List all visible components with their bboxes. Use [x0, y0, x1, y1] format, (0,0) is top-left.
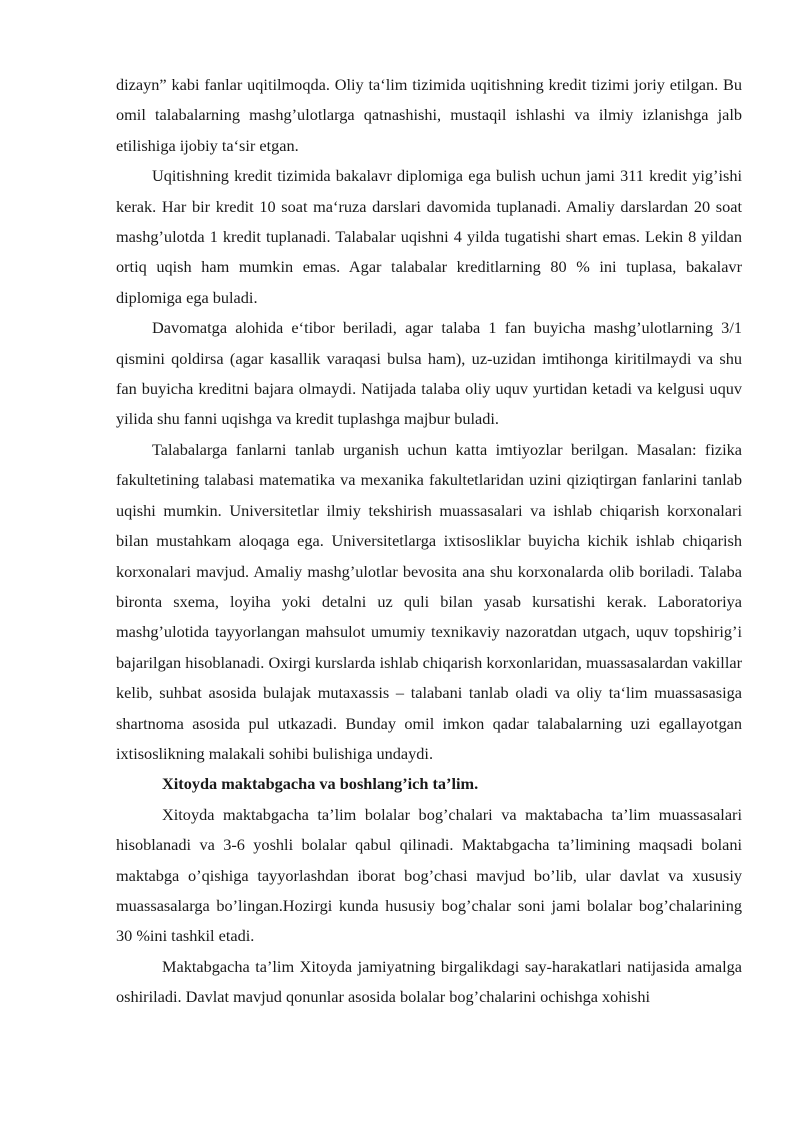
paragraph-credit-system: Uqitishning kredit tizimida bakalavr diplomiga ega bulish uchun jami 311 kredit yig’ishi kerak. Har bir kredit 10 soat ma‘ruza darslari davomida tuplanadi. Amaliy darslardan 20 soat mashg’ulotda 1 kredit tuplanadi. Talabalar uqishni 4 yilda tugatishi shart emas. Lekin 8 yildan ortiq uqish ham mumkin emas. Agar talabalar kreditlarning 80 % ini tuplasa, bakalavr diplomiga ega buladi. [116, 166, 742, 307]
paragraph-attendance: Davomatga alohida e‘tibor beriladi, agar talaba 1 fan buyicha mashg’ulotlarning 3/1 qismini qoldirsa (agar kasallik varaqasi bulsa ham), uz-uzidan imtihonga kiritilmaydi va shu fan buyicha kreditni bajara olmaydi. Natijada talaba oliy uquv yurtidan ketadi va kelgusi uquv yilida shu fanni uqishga va kredit tuplashga majbur buladi. [116, 318, 742, 429]
paragraph-elective-courses: Talabalarga fanlarni tanlab urganish uchun katta imtiyozlar berilgan. Masalan: fizika fakultetining talabasi matematika va mexanika fakultetlaridan uzini qiziqtirgan fanlarini tanlab uqishi mumkin. Universitetlar ilmiy tekshirish muassasalari va ishlab chiqarish korxonalari bilan mustahkam aloqaga ega. Universitetlarga ixtisosliklar buyicha kichik ishlab chiqarish korxonalari mavjud. Amaliy mashg’ulotlar bevosita ana shu korxonalarda olib boriladi. Talaba bironta sxema, loyiha yoki detalni uz quli bilan yasab kursatishi kerak. Laboratoriya mashg’ulotida tayyorlangan mahsulot umumiy texnikaviy nazoratdan utgach, uquv topshirig’i bajarilgan hisoblanadi. Oxirgi kurslarda ishlab chiqarish korxonlaridan, muassasalardan vakillar kelib, suhbat asosida bulajak mutaxassis – talabani tanlab oladi va oliy ta‘lim muassasasiga shartnoma asosida pul utkazadi. Bunday omil imkon qadar talabalarning uzi egallayotgan ixtisoslikning malakali sohibi bulishiga undaydi. [116, 439, 742, 763]
paragraph-preschool-society: Maktabgacha ta’lim Xitoyda jamiyatning birgalikdagi say-harakatlari natijasida amalga oshiriladi. Davlat mavjud qonunlar asosida bolalar bog’chalarini ochishga xohishi [116, 956, 742, 1007]
section-heading: Xitoyda maktabgacha va boshlang’ich ta’lim. [162, 774, 479, 794]
paragraph-preschool-institutions: Xitoyda maktabgacha ta’lim bolalar bog’chalari va maktabacha ta’lim muassasalari hisoblanadi va 3-6 yoshli bolalar qabul qilinadi. Maktabgacha ta’limining maqsadi bolani maktabga o’qishiga tayyorlashdan iborat bog’chasi mavjud bo’lib, ular davlat va xususiy muassasalarga bo’lingan.Hozirgi kunda hususiy bog’chalar soni jami bolalar bog’chalarining 30 %ini tashkil etadi. [116, 804, 742, 946]
document-body [116, 70, 742, 1013]
paragraph-continuation: dizayn” kabi fanlar uqitilmoqda. Oliy ta‘lim tizimida uqitishning kredit tizimi joriy etilgan. Bu omil talabalarning mashg’ulotlarga qatnashishi, mustaqil ishlashi va ilmiy izlanishga jalb etilishiga ijobiy ta‘sir etgan. [116, 75, 742, 155]
